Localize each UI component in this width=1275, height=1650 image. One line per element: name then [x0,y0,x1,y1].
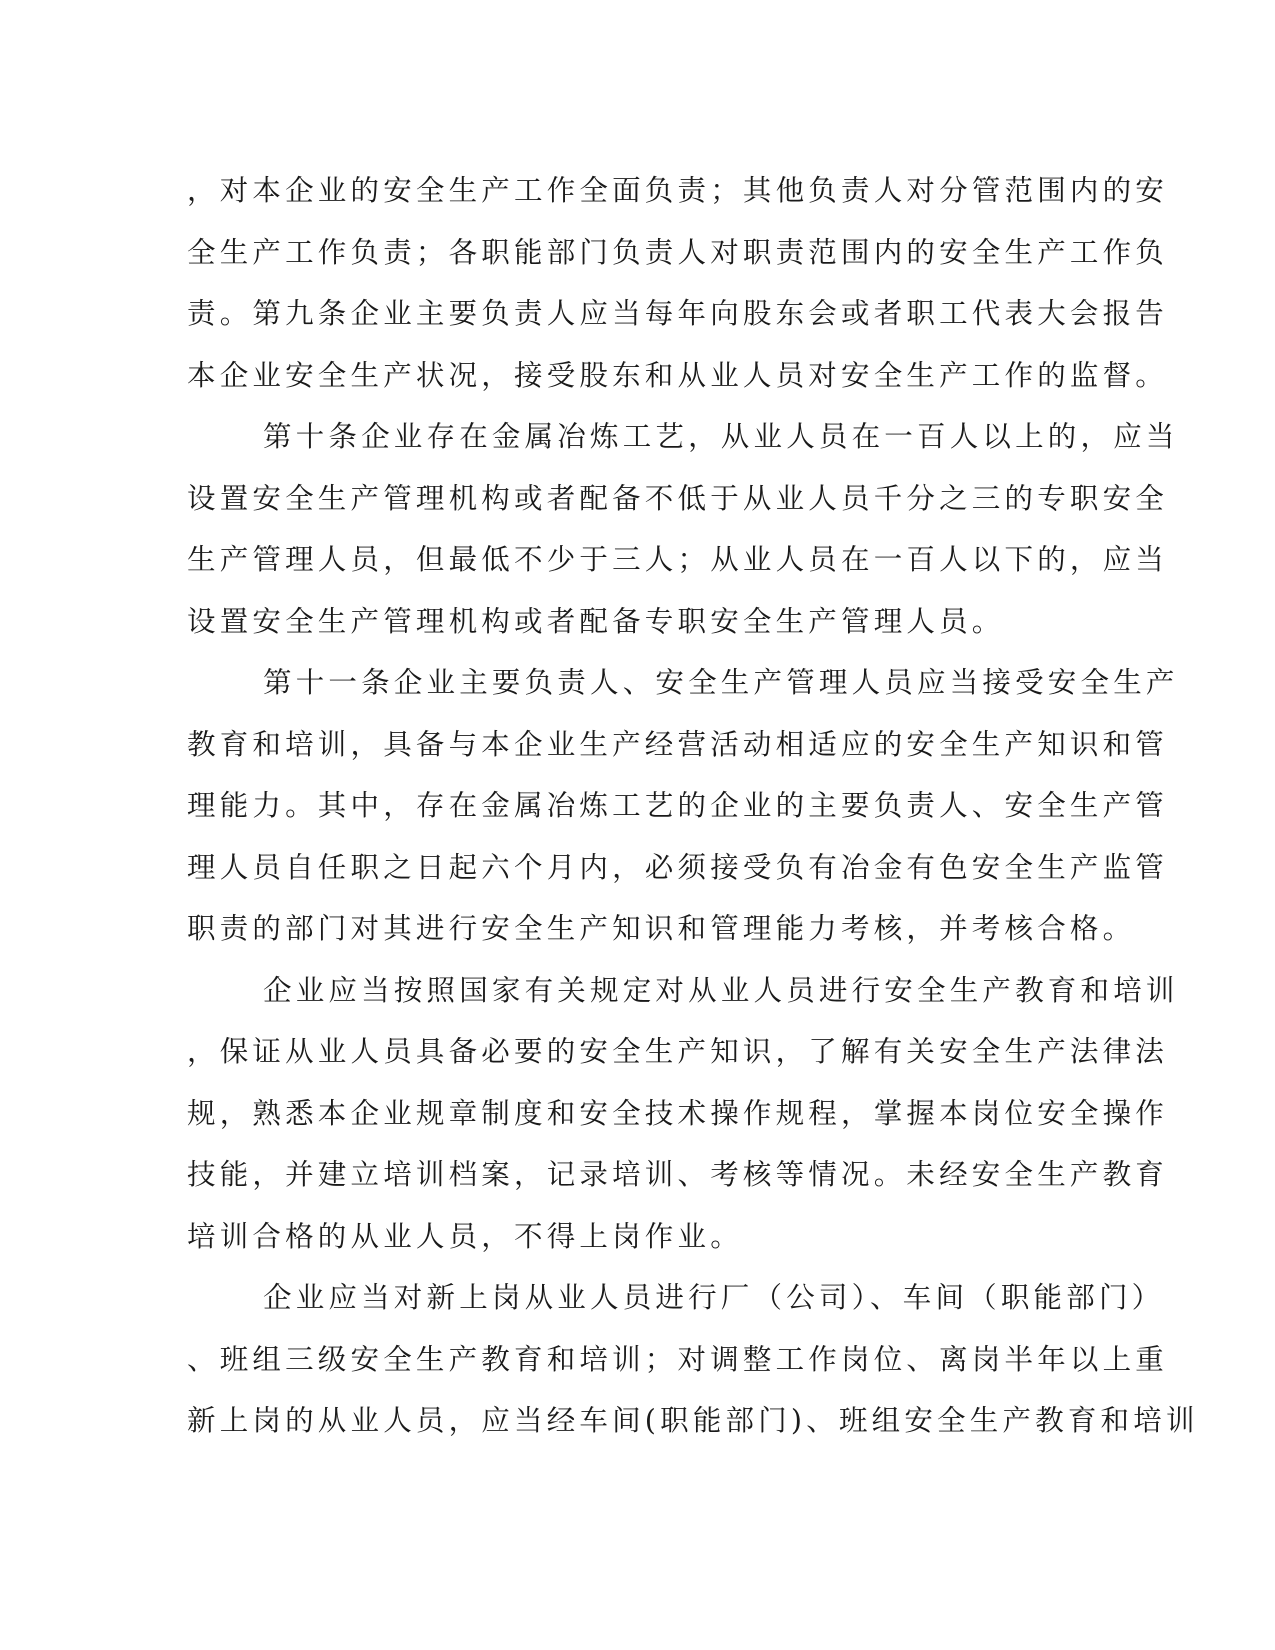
text-line: 全生产工作负责；各职能部门负责人对职责范围内的安全生产工作负 [187,235,1169,269]
text-line: 生产管理人员，但最低不少于三人；从业人员在一百人以下的，应当 [187,543,1169,576]
text-line: 设置安全生产管理机构或者配备专职安全生产管理人员。 [187,604,1005,638]
paragraph-start-line: 企业应当对新上岗从业人员进行厂（公司）、车间（职能部门） [263,1281,1165,1314]
text-line: 教育和培训，具备与本企业生产经营活动相适应的安全生产知识和管 [187,727,1169,761]
paragraph-start-line: 企业应当按照国家有关规定对从业人员进行安全生产教育和培训 [263,973,1179,1007]
text-line: 设置安全生产管理机构或者配备不低于从业人员千分之三的专职安全 [187,481,1169,515]
text-line: 、班组三级安全生产教育和培训；对调整工作岗位、离岗半年以上重 [187,1342,1169,1376]
text-line: 职责的部门对其进行安全生产知识和管理能力考核，并考核合格。 [187,912,1136,945]
text-line: 培训合格的从业人员，不得上岗作业。 [187,1219,743,1253]
text-line: ，对本企业的安全生产工作全面负责；其他负责人对分管范围内的安 [187,174,1169,207]
text-line: 理能力。其中，存在金属冶炼工艺的企业的主要负责人、安全生产管 [187,789,1169,822]
paragraph-start-line: 第十一条企业主要负责人、安全生产管理人员应当接受安全生产 [263,666,1179,699]
text-line: 新上岗的从业人员，应当经车间(职能部门)、班组安全生产教育和培训 [187,1404,1199,1437]
text-line: 理人员自任职之日起六个月内，必须接受负有冶金有色安全生产监管 [187,850,1169,884]
text-line: ，保证从业人员具备必要的安全生产知识，了解有关安全生产法律法 [187,1035,1169,1068]
text-line: 技能，并建立培训档案，记录培训、考核等情况。未经安全生产教育 [187,1158,1169,1191]
text-line: 责。第九条企业主要负责人应当每年向股东会或者职工代表大会报告 [187,297,1169,330]
paragraph-start-line: 第十条企业存在金属冶炼工艺，从业人员在一百人以上的，应当 [263,420,1179,453]
text-line: 规，熟悉本企业规章制度和安全技术操作规程，掌握本岗位安全操作 [187,1096,1169,1130]
document-body [187,160,1199,1452]
text-line: 本企业安全生产状况，接受股东和从业人员对安全生产工作的监督。 [187,358,1169,392]
